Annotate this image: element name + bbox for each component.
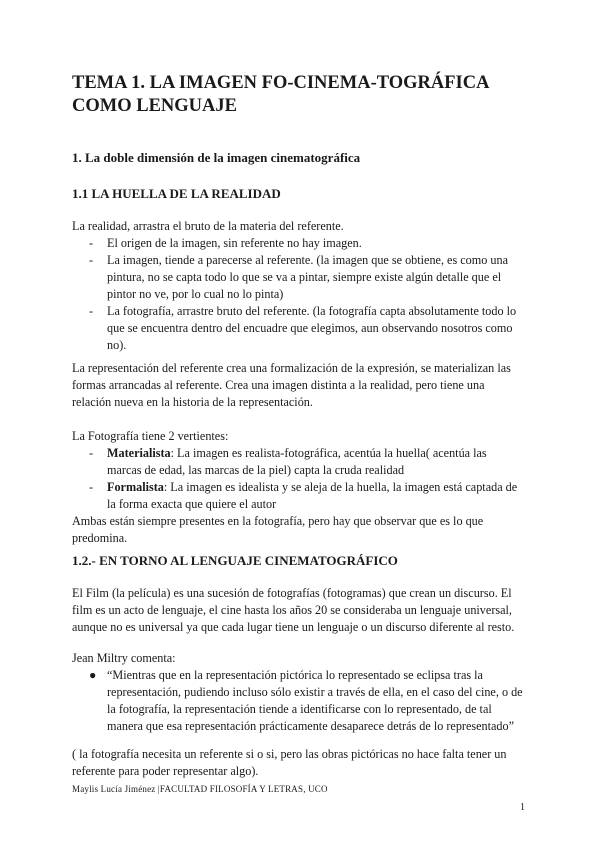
author-line: Jean Miltry comenta: — [72, 651, 176, 665]
page-title: TEMA 1. LA IMAGEN FO-CINEMA-TOGRÁFICA COMO LENGUAJE — [72, 73, 489, 116]
list-item: - Materialista: La imagen es realista-fotográfica, acentúa la huella( acentúa las marcas de edad, las marcas de la piel) capta la cruda realidad — [89, 446, 487, 477]
subsection-heading-1-1: 1.1 LA HUELLA DE LA REALIDAD — [72, 186, 281, 201]
representation-paragraph: La representación del referente crea una formalización de la expresión, se materializan las formas arrancadas al referente. Crea una imagen distinta a la realidad, pero tiene una relación nueva en la historia de la representación. — [72, 361, 511, 409]
ambas-paragraph: Ambas están siempre presentes en la fotografía, pero hay que observar que es lo que predomina. — [72, 514, 484, 545]
film-paragraph: El Film (la película) es una sucesión de fotografías (fotogramas) que crean un discurso. El film es un acto de lenguaje, el cine hasta los años 20 se consideraba un lenguaje universal, aunque no es universal ya que cada lugar tiene un lenguaje o un discurso diferente al resto. — [72, 586, 515, 634]
vertientes-list — [72, 445, 524, 513]
note-paragraph: ( la fotografía necesita un referente si o si, pero las obras pictóricas no hace falta tener un referente para poder representar algo). — [72, 747, 507, 778]
subsection-heading-1-2: 1.2.- EN TORNO AL LENGUAJE CINEMATOGRÁFICO — [72, 553, 398, 568]
list-item: - Formalista: La imagen es idealista y se aleja de la huella, la imagen está captada de la forma exacta que quiere el autor — [89, 480, 518, 511]
intro-paragraph: La realidad, arrastra el bruto de la materia del referente. — [72, 219, 344, 233]
list-item: - La imagen, tiende a parecerse al referente. (la imagen que se obtiene, es como una pintura, no se capta todo lo que se va a pintar, siempre existe algún detalle que el pintor no ve, por lo cual no lo pinta) — [89, 253, 508, 301]
section-heading: 1. La doble dimensión de la imagen cinematográfica — [72, 150, 361, 165]
list-item: ● “Mientras que en la representación pictórica lo representado se eclipsa tras la representación, pudiendo incluso sólo existir a través de ella, en el caso del cine, o de la fotografía, la representación tiende a identificarse con lo representado, de tal manera que esa representación prácticamente desaparece detrás de lo representado” — [89, 668, 523, 733]
list-item: - La fotografía, arrastre bruto del referente. (la fotografía capta absolutamente todo lo que se encuentra dentro del encuadre que elegimos, aun observando nosotros como no). — [89, 304, 517, 352]
quote-list — [72, 667, 524, 735]
list-item: - El origen de la imagen, sin referente no hay imagen. — [89, 236, 362, 250]
vertientes-intro: La Fotografía tiene 2 vertientes: — [72, 429, 229, 443]
referente-list — [72, 235, 524, 354]
page-footer: Maylis Lucía Jiménez |FACULTAD FILOSOFÍA Y LETRAS, UCO — [72, 784, 328, 794]
page-number: 1 — [520, 802, 525, 813]
